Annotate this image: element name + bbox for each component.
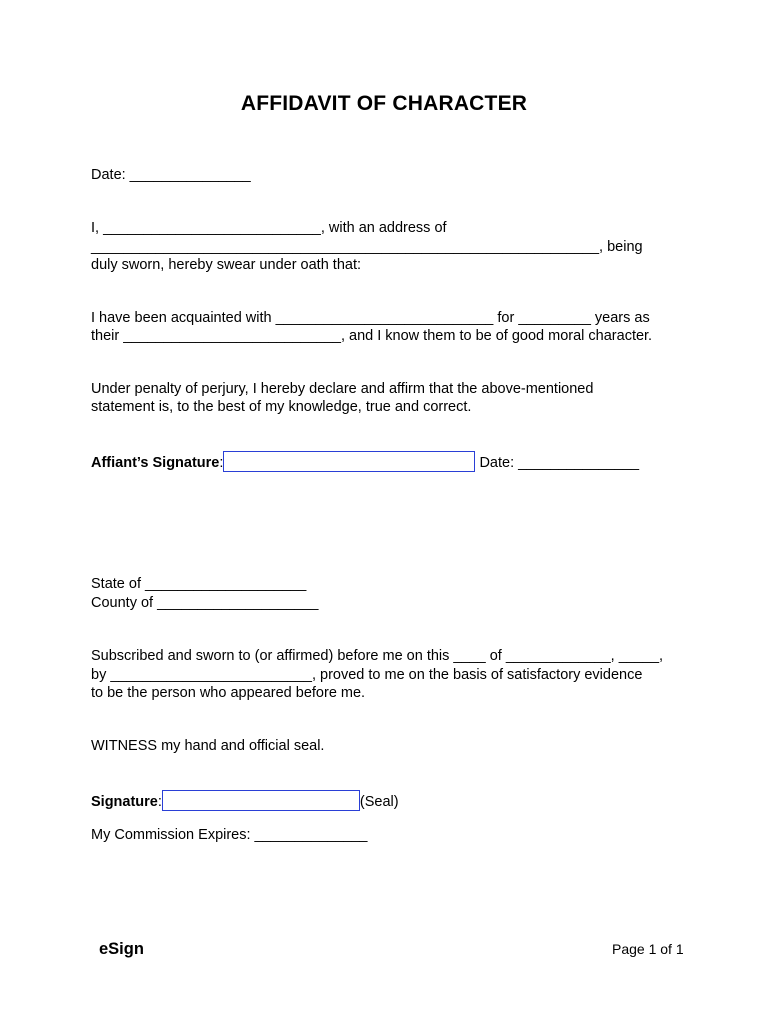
- affiant-signature-row: [91, 451, 639, 472]
- esign-logo: eSign: [99, 940, 144, 958]
- seal-text: (Seal): [359, 794, 399, 810]
- subscribed-line-1: Subscribed and sworn to (or affirmed) before me on this ____ of _____________, _____,: [91, 648, 664, 664]
- notary-signature-row: [91, 790, 399, 811]
- affiant-date-line: Date: _______________: [479, 455, 640, 471]
- affiant-signature-label: Affiant’s Signature: [91, 455, 220, 471]
- county-line: County of ____________________: [91, 595, 319, 611]
- date-line: Date: _______________: [91, 167, 251, 183]
- intro-line-3: duly sworn, hereby swear under oath that:: [91, 257, 362, 273]
- intro-line-2: _______________________________________________________________, being: [91, 239, 643, 255]
- affiant-signature-colon: :: [219, 455, 224, 471]
- notary-signature-colon: :: [157, 794, 162, 810]
- page-number: Page 1 of 1: [612, 941, 684, 957]
- commission-expires-line: My Commission Expires: ______________: [91, 827, 368, 843]
- penalty-line-2: statement is, to the best of my knowledge, true and correct.: [91, 399, 472, 415]
- affiant-signature-field[interactable]: [223, 451, 475, 472]
- document-title: AFFIDAVIT OF CHARACTER: [240, 92, 528, 115]
- acquainted-line-2: their ___________________________, and I know them to be of good moral character.: [91, 328, 653, 344]
- state-line: State of ____________________: [91, 576, 307, 592]
- intro-line-1: I, ___________________________, with an address of: [91, 220, 447, 236]
- acquainted-line-1: I have been acquainted with ___________________________ for _________ years as: [91, 310, 650, 326]
- witness-line: WITNESS my hand and official seal.: [91, 738, 325, 754]
- subscribed-line-2: by _________________________, proved to me on the basis of satisfactory evidence: [91, 667, 643, 683]
- subscribed-line-3: to be the person who appeared before me.: [91, 685, 366, 701]
- notary-signature-label: Signature: [91, 794, 158, 810]
- penalty-line-1: Under penalty of perjury, I hereby declare and affirm that the above-mentioned: [91, 381, 594, 397]
- notary-signature-field[interactable]: [162, 790, 360, 811]
